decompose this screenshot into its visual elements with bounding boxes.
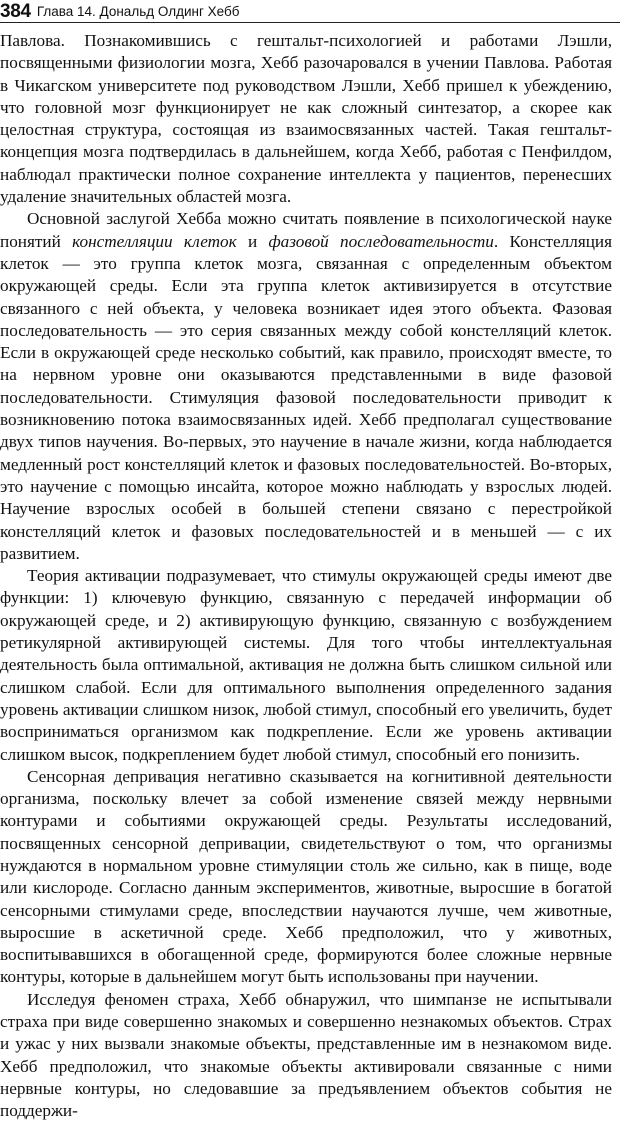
- paragraph-text: Основной заслугой Хебба можно считать появление в психологической науке понятий: [0, 209, 612, 251]
- paragraph-pavlov: Павлова. Познакомившись с гештальт-психологией и работами Лэшли, посвященными физиологии мозга, Хебб разочаровался в учении Павлова. Работая в Чикагском университете под руководством Лэшли, Хебб пришел к убеждению, что головной мозг функционирует не как сложный синтезатор, а скорее как целостная структура, состоящая из взаимосвязанных частей. Такая гештальт-концепция мозга подтвердилась в дальнейшем, когда Хебб, работая с Пенфилдом, наблюдал практически полное сохранение интеллекта у пациентов, перенесших удаление значительных областей мозга.: [0, 31, 612, 207]
- paragraph-fear: Исследуя феномен страха, Хебб обнаружил, что шимпанзе не испытывали страха при виде совершенно знакомых и совершенно незнакомых объектов. Страх и ужас у них вызвали знакомые объекты, представленные им в незнакомом виде. Хебб предположил, что знакомые объекты активировали связанные с ними нервные контуры, но следовавшие за предъявлением объектов события не поддержи-: [0, 989, 612, 1121]
- paragraph-text: . Констелляция клеток — это группа клеток мозга, связанная с определенным объектом окружающей среды. Если эта группа клеток активизируется в отсутствие связанного с ней объекта, у человека возникает идея этого объекта. Фазовая последовательность — это серия связанных между собой констелляций клеток. Если в окружающей среде несколько событий, как правило, происходят вместе, то на нервном уровне они оказываются представленными в виде фазовой последовательности. Стимуляция фазовой последовательности приводит к возникновению потока взаимосвязанных идей. Хебб предполагал существование двух типов научения. Во-первых, это научение в начале жизни, когда наблюдается медленный рост констелляций клеток и фазовых последовательностей. Во-вторых, это научение с помощью инсайта, которое можно наблюдать у взрослых людей. Научение взрослых особей в большей степени связано с перестройкой констелляций клеток и фазовых последовательностей и в меньшей — с их развитием.: [0, 231, 613, 563]
- term-cell-assembly: констелляции клеток: [72, 231, 237, 251]
- paragraph-cell-assemblies: [0, 208, 612, 565]
- paragraph-sensory-deprivation: Сенсорная депривация негативно сказывается на когнитивной деятельности организма, поскольку влечет за собой изменение связей между нервными контурами и событиями окружающей среды. Результаты исследований, посвященных сенсорной депривации, свидетельствуют о том, что организмы нуждаются в нормальном уровне стимуляции столь же сильно, как в пище, воде или кислороде. Согласно данным экспериментов, животные, выросшие в богатой сенсорными стимулами среде, впоследствии научаются лучше, чем животные, выросшие в аскетичной среде. Хебб предположил, что у животных, воспитывавшихся в обогащенной среде, формируются более сложные нервные контуры, которые в дальнейшем могут быть использованы при научении.: [0, 766, 612, 987]
- body-text: [0, 30, 612, 1123]
- paragraph-text: и: [236, 231, 269, 251]
- chapter-title: Глава 14. Дональд Олдинг Хебб: [36, 4, 240, 19]
- term-phase-sequence: фазовой последовательности: [268, 231, 494, 251]
- paragraph-arousal-theory: Теория активации подразумевает, что стимулы окружающей среды имеют две функции: 1) ключевую функцию, связанную с передачей информации об окружающей среде, и 2) активирующую функцию, связанную с возбуждением ретикулярной активирующей системы. Для того чтобы интеллектуальная деятельность была оптимальной, активация не должна быть слишком сильной или слишком слабой. Если для оптимального выполнения определенного задания уровень активации слишком низок, любой стимул, способный его увеличить, будет восприниматься организмом как подкрепление. Если же уровень активации слишком высок, подкреплением будет любой стимул, способный его понизить.: [0, 566, 612, 764]
- page-number: 384: [0, 1, 31, 22]
- running-head: [0, 0, 620, 23]
